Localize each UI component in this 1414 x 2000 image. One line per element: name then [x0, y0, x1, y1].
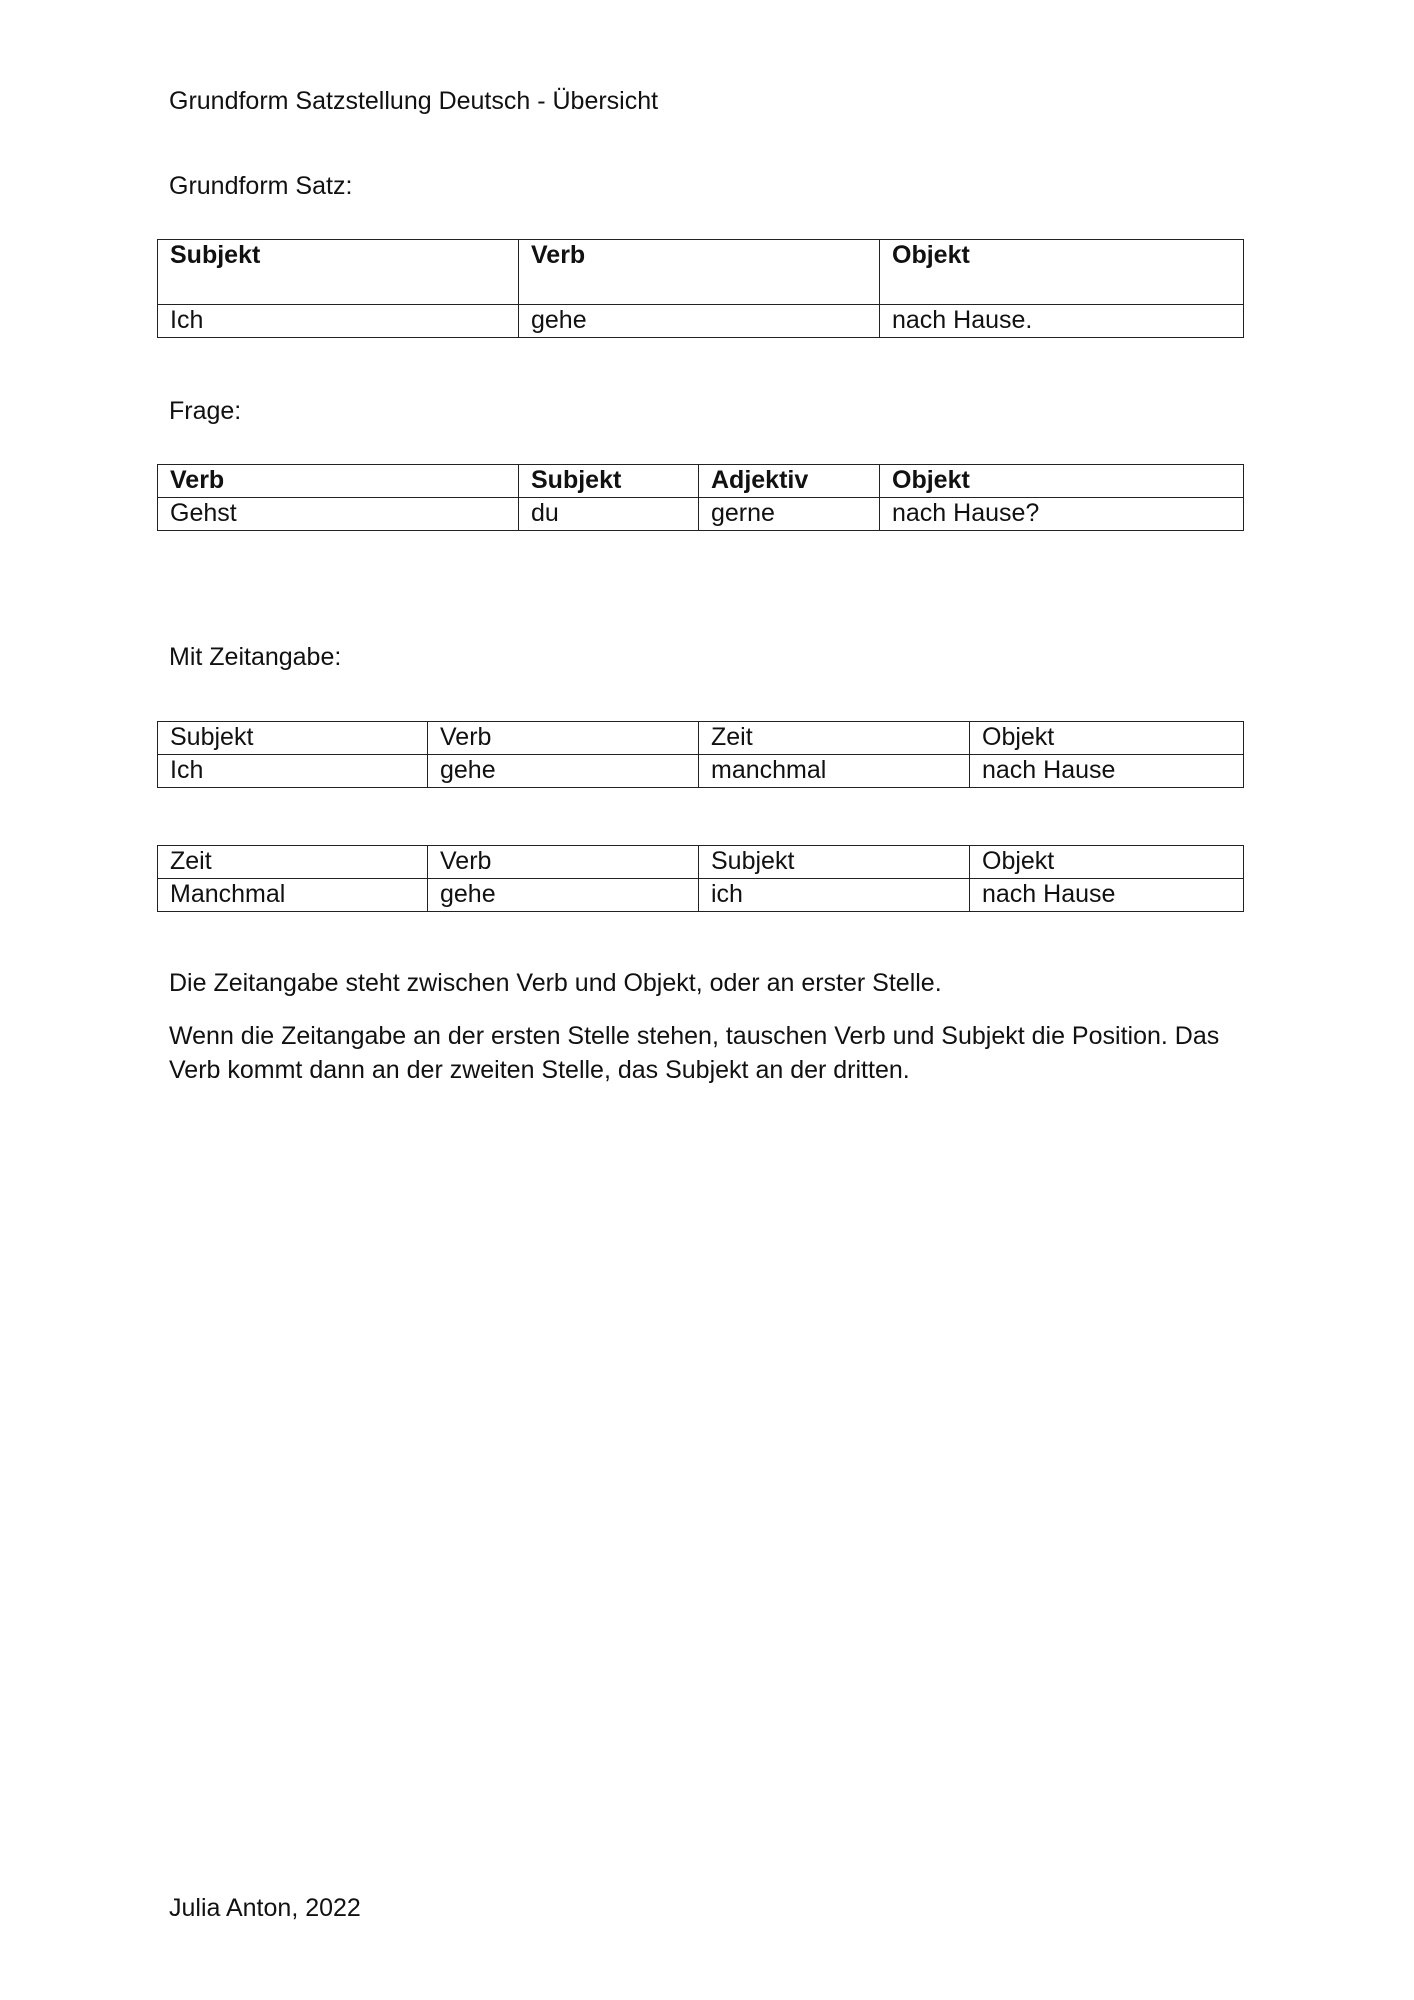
table-cell: gehe: [428, 755, 699, 788]
table-cell: nach Hause: [970, 755, 1244, 788]
section-label-zeitangabe: Mit Zeitangabe:: [169, 643, 342, 671]
table-row: [158, 305, 1244, 338]
table-header-cell: Verb: [428, 722, 699, 755]
table-row: [158, 755, 1244, 788]
table-header-cell: Objekt: [970, 722, 1244, 755]
table-cell: ich: [699, 879, 970, 912]
table-cell: Ich: [158, 755, 428, 788]
table-header-cell: Subjekt: [158, 240, 519, 305]
paragraph-zeitangabe-position: Die Zeitangabe steht zwischen Verb und Objekt, oder an erster Stelle.: [169, 969, 942, 997]
table-header-row: [158, 722, 1244, 755]
table-header-cell: Adjektiv: [699, 465, 880, 498]
table-cell: nach Hause?: [880, 498, 1244, 531]
table-header-row: [158, 240, 1244, 305]
table-header-cell: Verb: [158, 465, 519, 498]
table-header-cell: Subjekt: [158, 722, 428, 755]
section-label-grundform: Grundform Satz:: [169, 172, 353, 200]
table-header-cell: Objekt: [880, 465, 1244, 498]
table-row: [158, 498, 1244, 531]
table-cell: gerne: [699, 498, 880, 531]
table-cell: nach Hause: [970, 879, 1244, 912]
table-row: [158, 879, 1244, 912]
table-header-cell: Zeit: [158, 846, 428, 879]
table-cell: nach Hause.: [880, 305, 1244, 338]
table-header-cell: Subjekt: [519, 465, 699, 498]
table-grundform: [157, 239, 1244, 338]
table-zeitangabe-1: [157, 721, 1244, 788]
table-cell: gehe: [519, 305, 880, 338]
table-cell: gehe: [428, 879, 699, 912]
table-header-row: [158, 846, 1244, 879]
table-frage: [157, 464, 1244, 531]
section-label-frage: Frage:: [169, 397, 242, 425]
table-header-cell: Objekt: [880, 240, 1244, 305]
table-cell: Manchmal: [158, 879, 428, 912]
paragraph-zeitangabe-inversion: Wenn die Zeitangabe an der ersten Stelle stehen, tauschen Verb und Subjekt die Position. Das Verb kommt dann an der zweiten Stelle, das Subjekt an der dritten.: [169, 1022, 1220, 1084]
table-header-cell: Verb: [428, 846, 699, 879]
table-cell: Gehst: [158, 498, 519, 531]
table-header-cell: Subjekt: [699, 846, 970, 879]
table-header-cell: Verb: [519, 240, 880, 305]
table-cell: manchmal: [699, 755, 970, 788]
footer-author: Julia Anton, 2022: [169, 1894, 361, 1922]
table-header-cell: Zeit: [699, 722, 970, 755]
table-zeitangabe-2: [157, 845, 1244, 912]
table-cell: du: [519, 498, 699, 531]
table-cell: Ich: [158, 305, 519, 338]
document-title: Grundform Satzstellung Deutsch - Übersicht: [169, 87, 659, 115]
table-header-cell: Objekt: [970, 846, 1244, 879]
table-header-row: [158, 465, 1244, 498]
